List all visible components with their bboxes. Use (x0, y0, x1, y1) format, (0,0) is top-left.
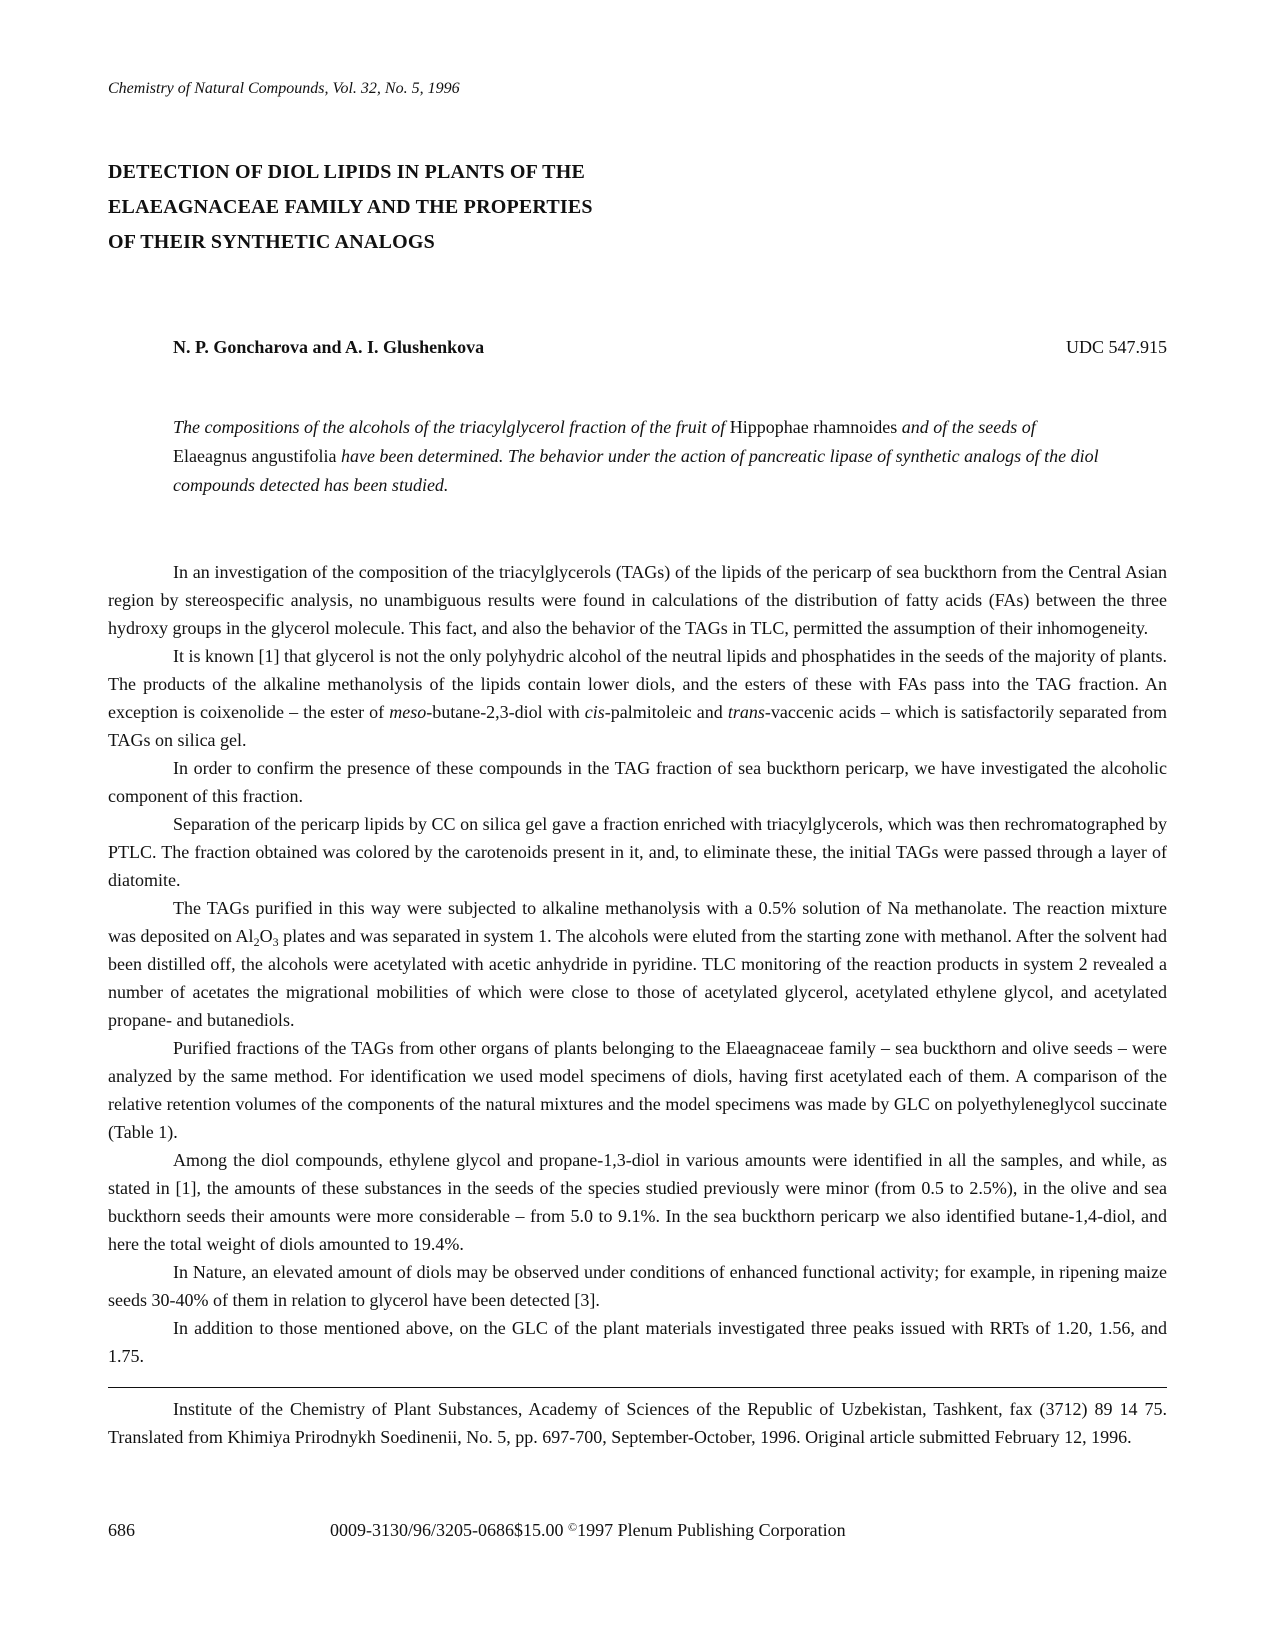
paragraph-2-trans: trans (727, 702, 765, 722)
paragraph-5-text-a: The TAGs purified in this way were subjected to alkaline methanolysis with a 0.5% solution of Na methanolate. The reaction mixture was deposited on Al (108, 898, 1167, 946)
paragraph-2-text-b: -butane-2,3-diol with (426, 702, 580, 722)
issn-price: 0009-3130/96/3205-0686$15.00 (330, 1520, 564, 1540)
oxygen-symbol: O (259, 926, 273, 946)
abstract-text-2: and of the seeds of (901, 417, 1036, 437)
paragraph-8: In Nature, an elevated amount of diols may be observed under conditions of enhanced functional activity; for example, in ripening maize seeds 30-40% of them in relation to glycerol have been detected [3]. (108, 1262, 1167, 1310)
title-line-1: DETECTION OF DIOL LIPIDS IN PLANTS OF THE (108, 161, 586, 183)
paragraph-5-text-b: plates and was separated in system 1. The alcohols were eluted from the starting zone with methanol. After the solvent had been distilled off, the alcohols were acetylated with acetic anhydride in pyridine. TLC monitoring of the reaction products in system 2 revealed a number of acetates the migrational mobilities of which were close to those of acetylated glycerol, acetylated ethylene glycol, and acetylated propane- and butanediols. (108, 926, 1167, 1030)
abstract-text-3: have been determined. The behavior under the action of pancreatic lipase of synthetic analogs of the diol compounds detected has been studied. (173, 446, 1099, 495)
paragraph-2-meso: meso (389, 702, 427, 722)
subscript-2: 2 (253, 935, 260, 949)
paragraph-2-text-c: -palmitoleic and (604, 702, 723, 722)
issn-copyright-line (330, 1520, 846, 1541)
paragraph-3: In order to confirm the presence of these compounds in the TAG fraction of sea buckthorn pericarp, we have investigated the alcoholic component of this fraction. (108, 758, 1167, 806)
journal-header: Chemistry of Natural Compounds, Vol. 32, No. 5, 1996 (108, 80, 460, 97)
abstract (173, 413, 1103, 500)
paragraph-2-text-d: -vaccenic acids – which is satisfactorily separated from TAGs on silica gel. (108, 702, 1168, 750)
paragraph-7: Among the diol compounds, ethylene glycol and propane-1,3-diol in various amounts were identified in all the samples, and while, as stated in [1], the amounts of these substances in the seeds of the species studied previously were minor (from 0.5 to 2.5%), in the olive and sea buckthorn seeds their amounts were more considerable – from 5.0 to 9.1%. In the sea buckthorn pericarp we also identified butane-1,4-diol, and here the total weight of diols amounted to 19.4%. (108, 1150, 1167, 1254)
udc-code: UDC 547.915 (1065, 337, 1167, 357)
abstract-text-1: The compositions of the alcohols of the triacylglycerol fraction of the fruit of (173, 417, 726, 437)
paragraph-6: Purified fractions of the TAGs from other organs of plants belonging to the Elaeagnaceae family – sea buckthorn and olive seeds – were analyzed by the same method. For identification we used model specimens of diols, having first acetylated each of them. A comparison of the relative retention volumes of the components of the natural mixtures and the model specimens was made by GLC on polyethyleneglycol succinate (Table 1). (108, 1038, 1167, 1142)
title-line-2: ELAEAGNACEAE FAMILY AND THE PROPERTIES (108, 196, 593, 218)
paragraph-1: In an investigation of the composition of the triacylglycerols (TAGs) of the lipids of the pericarp of sea buckthorn from the Central Asian region by stereospecific analysis, no unambiguous results were found in calculations of the distribution of fatty acids (FAs) between the three hydroxy groups in the glycerol molecule. This fact, and also the behavior of the TAGs in TLC, permitted the assumption of their inhomogeneity. (108, 562, 1167, 638)
copyright-text: 1997 Plenum Publishing Corporation (577, 1520, 846, 1540)
footnote-divider (108, 1387, 1167, 1388)
copyright-symbol: © (568, 1520, 578, 1534)
affiliation-footnote: Institute of the Chemistry of Plant Substances, Academy of Sciences of the Republic of Uzbekistan, Tashkent, fax (3712) 89 14 75. Translated from Khimiya Prirodnykh Soedinenii, No. 5, pp. 697-700, September-October, 1996. Original article submitted February 12, 1996. (108, 1399, 1167, 1447)
article-body (108, 558, 1167, 1370)
paragraph-9: In addition to those mentioned above, on the GLC of the plant materials investigated three peaks issued with RRTs of 1.20, 1.56, and 1.75. (108, 1318, 1167, 1366)
authors: N. P. Goncharova and A. I. Glushenkova (173, 337, 485, 357)
abstract-species-1: Hippophae rhamnoides (729, 417, 898, 437)
subscript-3: 3 (272, 935, 279, 949)
page-number: 686 (108, 1520, 135, 1540)
title-line-3: OF THEIR SYNTHETIC ANALOGS (108, 231, 435, 253)
paragraph-2 (108, 642, 1167, 754)
paragraph-2-cis: cis (584, 702, 605, 722)
paragraph-5 (108, 894, 1167, 1034)
paragraph-4: Separation of the pericarp lipids by CC on silica gel gave a fraction enriched with triacylglycerols, which was then rechromatographed by PTLC. The fraction obtained was colored by the carotenoids present in it, and, to eliminate these, the initial TAGs were passed through a layer of diatomite. (108, 814, 1167, 890)
paragraph-2-text-a: It is known [1] that glycerol is not the only polyhydric alcohol of the neutral lipids and phosphatides in the seeds of the majority of plants. The products of the alkaline methanolysis of the lipids contain lower diols, and the esters of these with FAs pass into the TAG fraction. An exception is coixenolide – the ester of (108, 646, 1167, 722)
abstract-species-2: Elaeagnus angustifolia (173, 446, 337, 466)
article-title (108, 155, 808, 260)
